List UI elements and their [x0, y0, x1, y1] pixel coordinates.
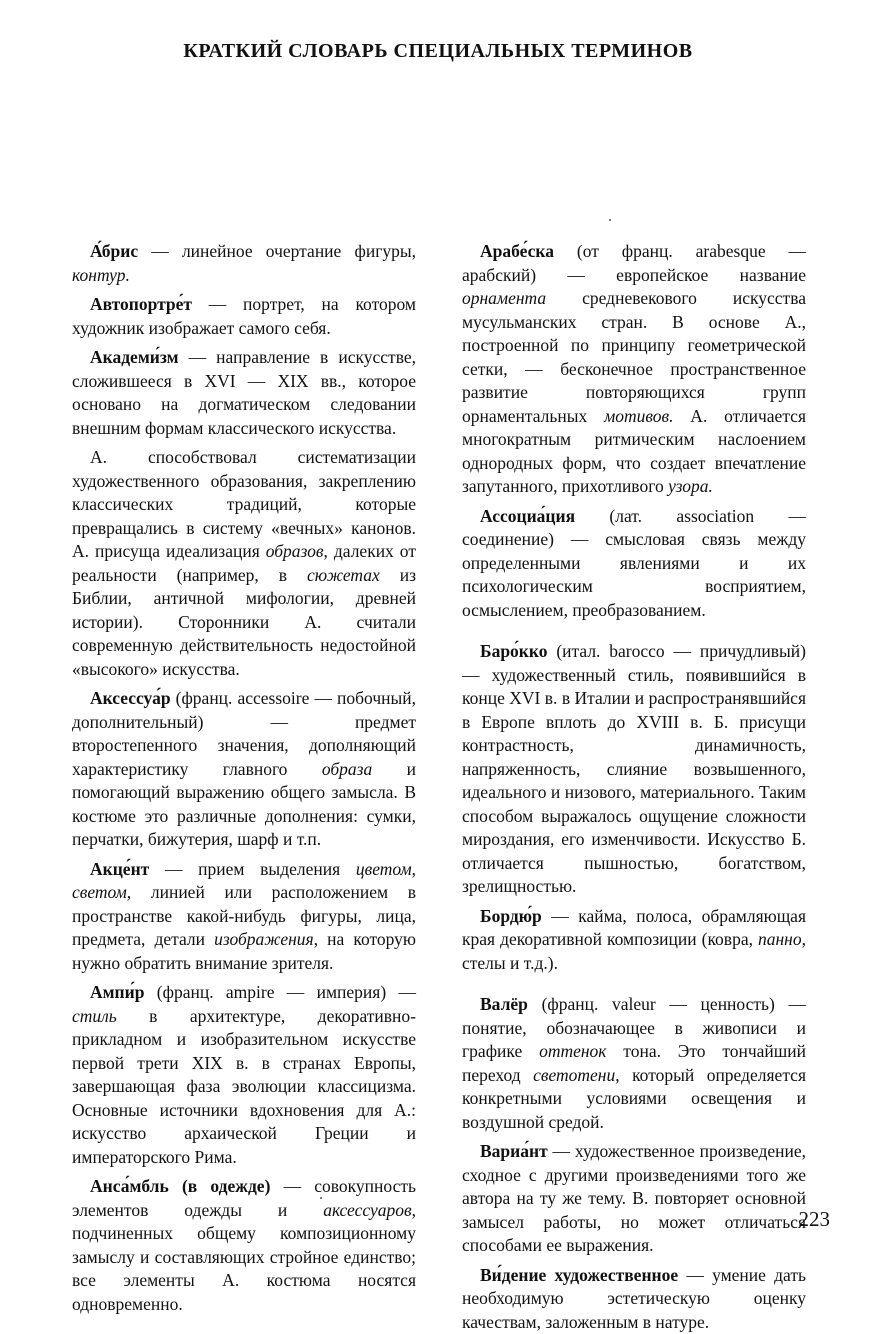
entry-aksessuar [72, 687, 416, 852]
entry-text: (франц. accessoire — побочный, дополнительный) — предмет второстепенного значения, дополняющий характеристику главного [72, 688, 416, 779]
entry-avtoportret [72, 293, 416, 340]
entry-italic: панно [758, 929, 802, 949]
entry-assotsiatsiya [462, 505, 806, 623]
entry-term: Баро́кко [480, 641, 548, 661]
entry-italic: стиль [72, 1006, 117, 1026]
entry-abris [72, 240, 416, 287]
entry-text: — портрет, на котором художник изображает самого себя. [72, 294, 416, 338]
entry-text: (франц. ampire — империя) — [144, 982, 416, 1002]
entry-akademizm-continued [72, 446, 416, 681]
entry-aktsent [72, 858, 416, 976]
entry-italic: цветом, светом, [72, 859, 416, 903]
entry-barokko [462, 640, 806, 899]
entry-text: линией или расположением в пространстве какой-нибудь фигуры, лица, предмета, детали [72, 882, 416, 949]
entry-term: Ви́дение художественное [480, 1265, 678, 1285]
entry-text: (лат. association — соединение) — смысловая связь между определенными явлениями и их психологическим восприятием, осмыслением, преобразованием. [462, 506, 806, 620]
entry-term: Валёр [480, 994, 528, 1014]
entry-text: , стелы и т.д.). [462, 929, 806, 973]
entry-italic: орнамента [462, 288, 546, 308]
page-title: КРАТКИЙ СЛОВАРЬ СПЕЦИАЛЬНЫХ ТЕРМИНОВ [0, 40, 876, 63]
entry-text: — кайма, полоса, обрамляющая края декоративной композиции (ковра, [462, 906, 806, 950]
entry-text: — линейное очертание фигуры, [138, 241, 416, 261]
entry-text: — направление в искусстве, сложившееся в XVI — XIX вв., которое основано на догматическом следовании внешним формам классического искусства. [72, 347, 416, 438]
entry-term: А́брис [90, 241, 138, 261]
entry-term: Аксессуа́р [90, 688, 171, 708]
entry-text: средневекового искусства мусульманских стран. В основе А., построенной по принципу геометрической сетки, — бесконечное пространственное развитие повторяющихся групп орнаментальных [462, 288, 806, 426]
entry-text: в архитектуре, декоративно-прикладном и изобразительном искусстве первой трети XIX в. в странах Европы, завершающая фаза эволюции классицизма. Основные источники вдохновения для А.: искусство архаической Греции и императорского Рима. [72, 1006, 416, 1167]
entry-text: (франц. valeur — ценность) — понятие, обозначающее в живописи и графике [462, 994, 806, 1061]
entry-italic: оттенок [539, 1041, 606, 1061]
entry-term: Акце́нт [90, 859, 149, 879]
entry-text: А. отличается многократным ритмическим наслоением однородных форм, что создает впечатление запутанного, прихотливого [462, 406, 806, 497]
entry-ampir [72, 981, 416, 1169]
entry-term: Академи́зм [90, 347, 179, 367]
entry-italic: сюжетах [307, 565, 380, 585]
entry-text: из Библии, античной мифологии, древней истории). Сторонники А. считали современную действительность недостойной «высокого» искусства. [72, 565, 416, 679]
entry-text: и помогающий выражению общего замысла. В костюме это различные дополнения: сумки, перчатки, бижутерия, шарф и т.п. [72, 759, 416, 850]
entry-term: Ассоциа́ция [480, 506, 575, 526]
entry-text: — художественное произведение, сходное с другими произведениями того же автора на ту же тему. В. повторяет основной замысел работы, но может отличаться способами ее выражения. [462, 1141, 806, 1255]
right-column [462, 240, 806, 1334]
entry-term: Автопортре́т [90, 294, 192, 314]
entry-italic: светотени [533, 1065, 615, 1085]
entry-text: тона. Это тончайший переход [462, 1041, 806, 1085]
entry-text: — совокупность элементов одежды и [72, 1176, 416, 1220]
entry-arabeska [462, 240, 806, 499]
entry-italic: аксессуаров [323, 1200, 411, 1220]
entry-italic: образов [266, 541, 324, 561]
entry-text: (итал. barocco — причудливый) — художественный стиль, появившийся в конце XVI в. в Италии и распространявшийся в Европе вплоть до XVIII в. Б. присущи контрастность, динамичность, напряженность, слияние возвышенного, идеального и низового, материального. Таким способом выражалось ощущение сложности мироздания, его изменчивости. Искусство Б. отличается пышностью, богатством, зрелищностью. [462, 641, 806, 896]
entry-italic: образа [322, 759, 372, 779]
entry-italic: контур. [72, 265, 130, 285]
entry-text: — умение дать необходимую эстетическую оценку качествам, заложенным в натуре. [462, 1265, 806, 1332]
entry-text: — прием выделения [149, 859, 356, 879]
entry-text: , на которую нужно обратить внимание зрителя. [72, 929, 416, 973]
entry-text: (от франц. arabesque — арабский) — европейское название [462, 241, 806, 285]
entry-italic: изображения [214, 929, 314, 949]
entry-term: Вариа́нт [480, 1141, 548, 1161]
entry-valer [462, 993, 806, 1134]
entry-term: Ампи́р [90, 982, 144, 1002]
entry-term: Арабе́ска [480, 241, 554, 261]
entry-text: , подчиненных общему композиционному замыслу и составляющих стройное единство; все элементы А. костюма носятся одновременно. [72, 1200, 416, 1314]
entry-akademizm [72, 346, 416, 440]
entry-italic: узора. [668, 476, 713, 496]
entry-bordyur [462, 905, 806, 976]
entry-term: Бордю́р [480, 906, 542, 926]
scan-speck [320, 1197, 322, 1199]
page-number: 223 [799, 1207, 831, 1232]
entry-ansambl [72, 1175, 416, 1316]
entry-text: , который определяется конкретными условиями освещения и воздушной средой. [462, 1065, 806, 1132]
left-column [72, 240, 416, 1316]
entry-text: А. способствовал систематизации художественного образования, закреплению классических традиций, которые превращались в систему «вечных» канонов. А. присуща идеализация [72, 447, 416, 561]
entry-term: Анса́мбль (в одежде) [90, 1176, 270, 1196]
scan-speck [609, 219, 611, 221]
entry-text: , далеких от реальности (например, в [72, 541, 416, 585]
entry-italic: мотивов. [604, 406, 673, 426]
entry-variant [462, 1140, 806, 1258]
entry-videnie [462, 1264, 806, 1334]
